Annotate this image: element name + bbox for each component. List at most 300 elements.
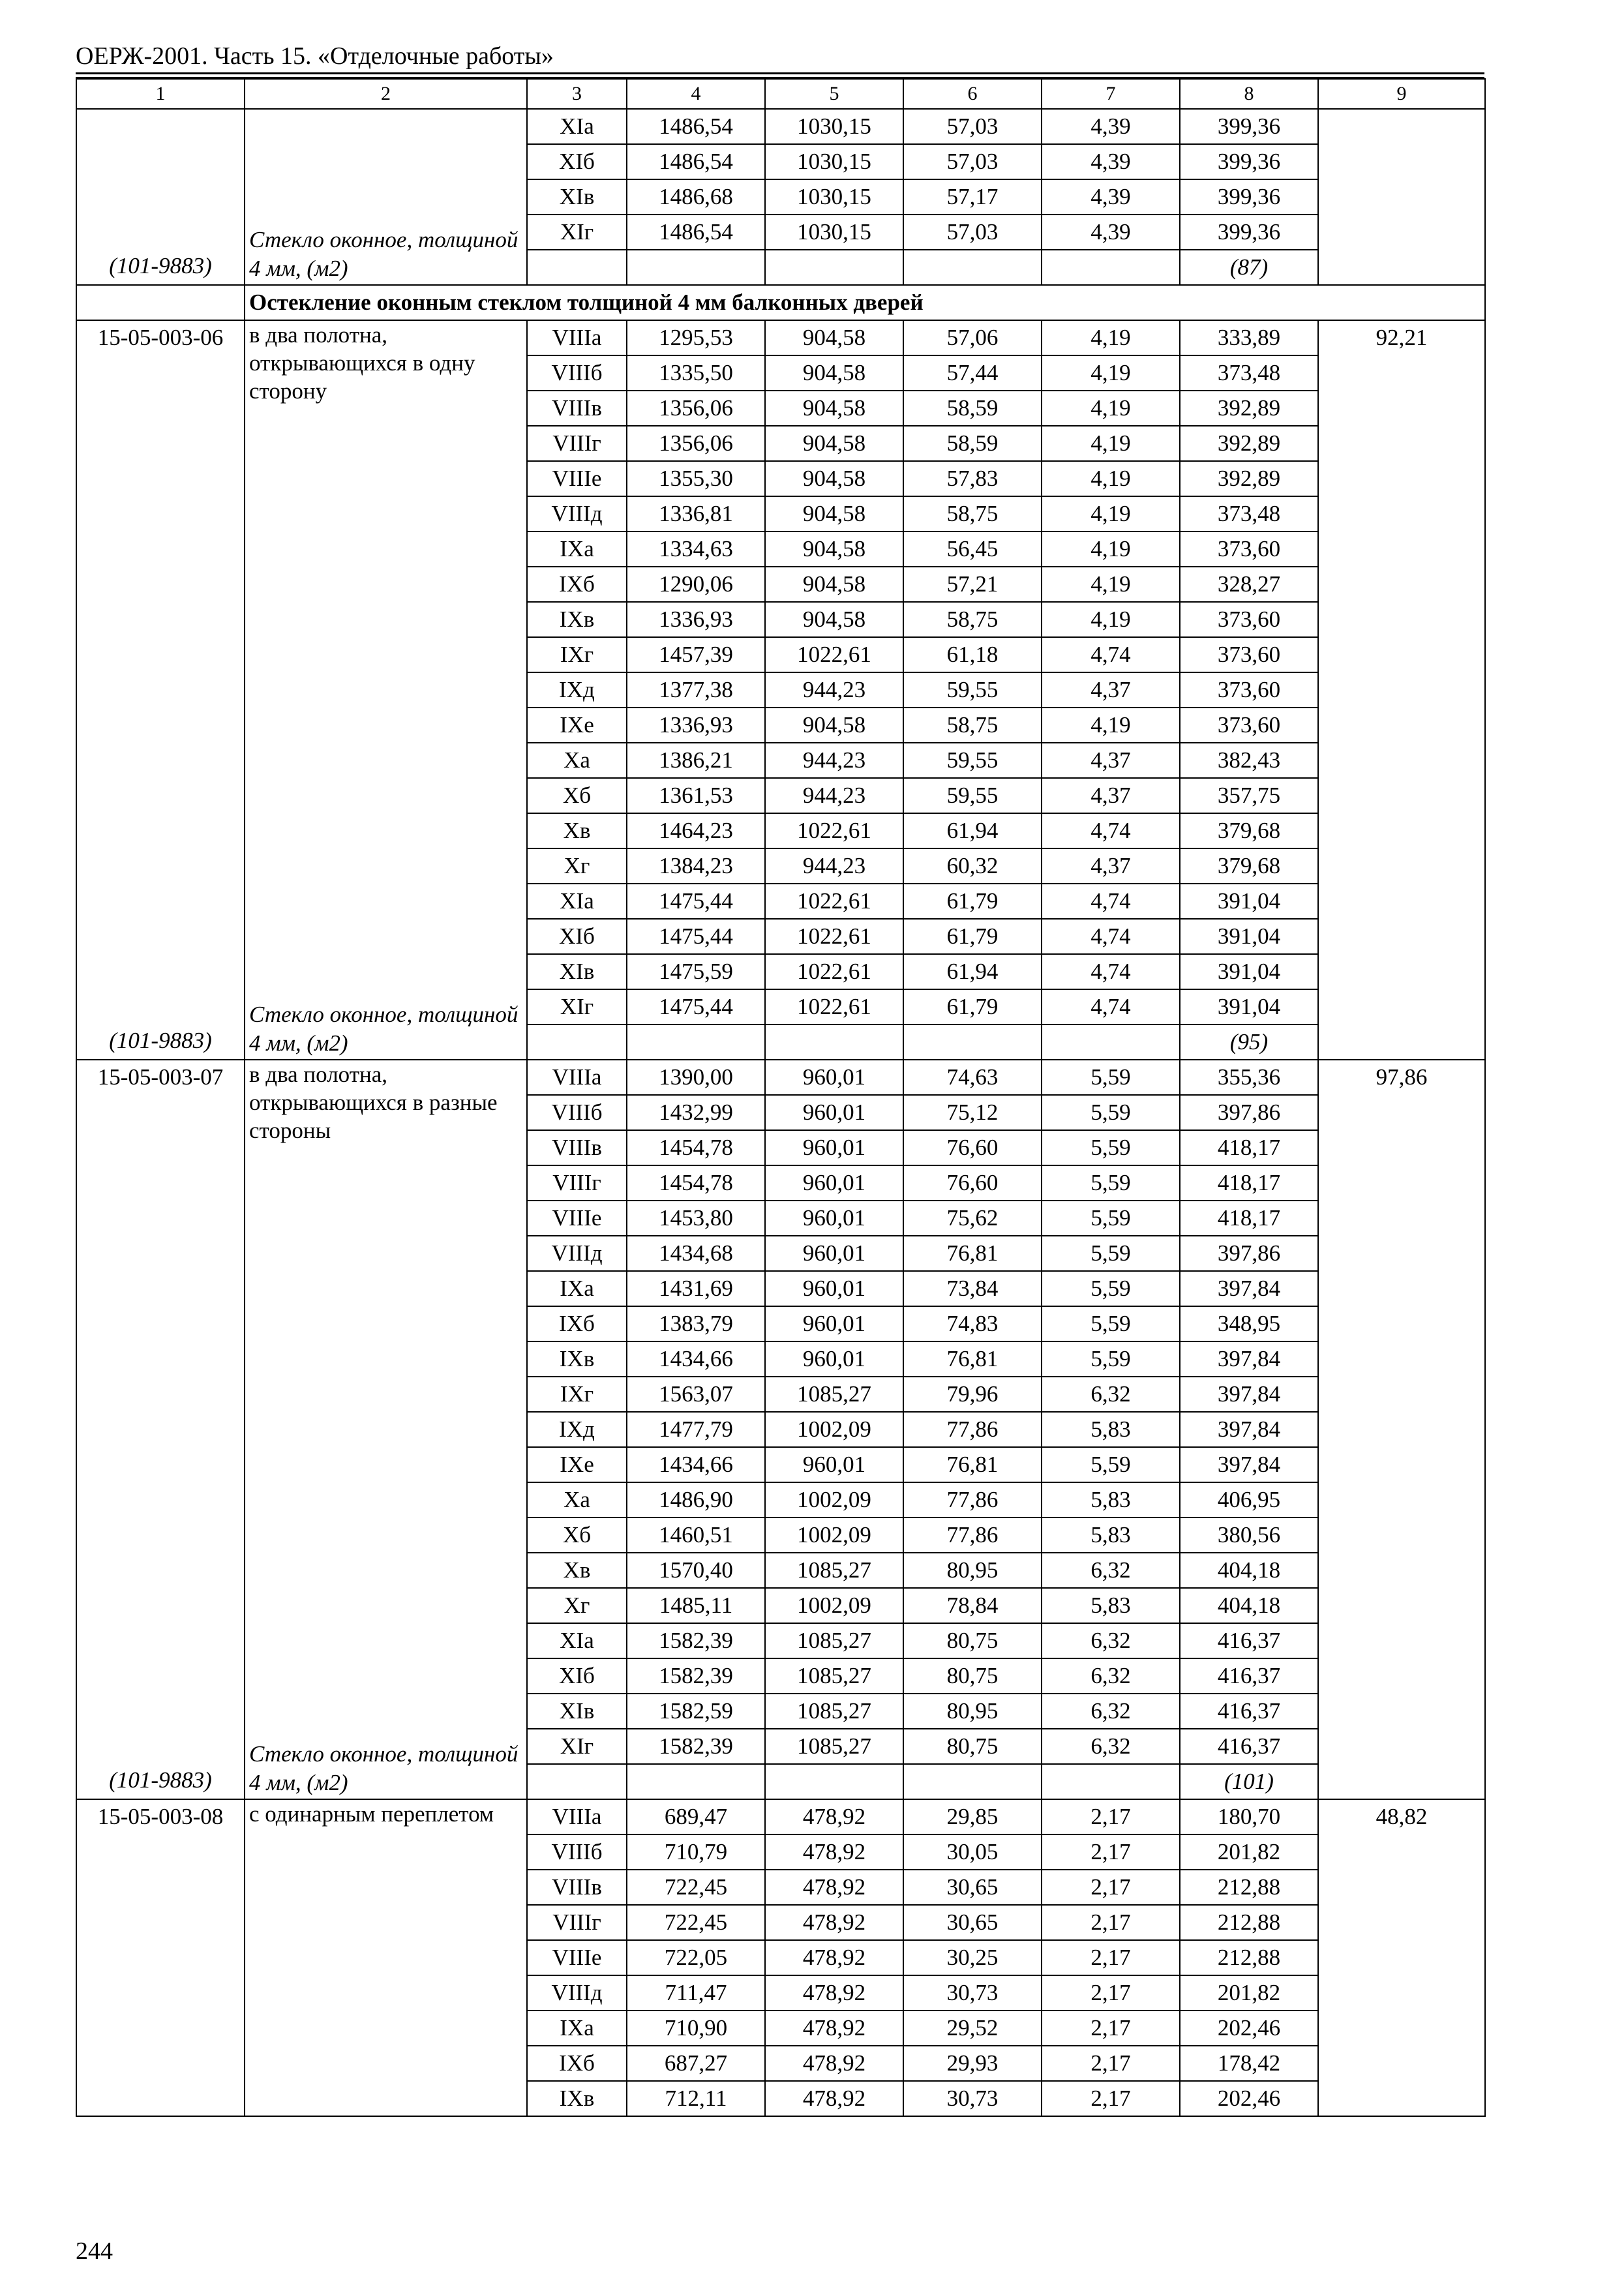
material-code: (101-9883)	[109, 1767, 212, 1793]
materials-cell: 416,37	[1180, 1623, 1318, 1658]
empty-cell	[765, 1764, 903, 1799]
zone-cell: IXе	[527, 708, 627, 743]
materials-cell: 380,56	[1180, 1518, 1318, 1553]
zone-cell: VIIIб	[527, 355, 627, 391]
machines-cell: 61,79	[903, 919, 1042, 954]
zone-cell: VIIIд	[527, 1236, 627, 1271]
materials-cell: 373,60	[1180, 637, 1318, 672]
total-cost-cell: 1336,93	[627, 602, 765, 637]
machines-cell: 29,93	[903, 2046, 1042, 2081]
zone-cell: VIIIд	[527, 496, 627, 531]
total-cost-cell: 1582,59	[627, 1694, 765, 1729]
machines-cell: 57,03	[903, 144, 1042, 179]
machinist-wages-cell: 4,37	[1042, 672, 1180, 708]
materials-cell: 392,89	[1180, 391, 1318, 426]
machines-cell: 30,25	[903, 1940, 1042, 1975]
total-cost-cell: 1295,53	[627, 320, 765, 355]
materials-cell: 392,89	[1180, 426, 1318, 461]
machines-cell: 57,44	[903, 355, 1042, 391]
materials-cell: 397,86	[1180, 1236, 1318, 1271]
name-cell	[245, 320, 527, 1060]
machines-cell: 80,75	[903, 1623, 1042, 1658]
machinist-wages-cell: 6,32	[1042, 1729, 1180, 1764]
zone-cell: IXд	[527, 1412, 627, 1447]
machinist-wages-cell: 4,39	[1042, 215, 1180, 250]
machinist-wages-cell: 5,83	[1042, 1518, 1180, 1553]
wages-cell: 478,92	[765, 1940, 903, 1975]
machinist-wages-cell: 5,59	[1042, 1095, 1180, 1130]
materials-cell: 399,36	[1180, 179, 1318, 215]
materials-cell: 416,37	[1180, 1658, 1318, 1694]
name-cell	[245, 109, 527, 285]
wages-cell: 1030,15	[765, 179, 903, 215]
machinist-wages-cell: 5,59	[1042, 1271, 1180, 1306]
total-cost-cell: 722,45	[627, 1870, 765, 1905]
machines-cell: 57,03	[903, 109, 1042, 144]
table-row	[76, 320, 1485, 355]
wages-cell: 1002,09	[765, 1518, 903, 1553]
machines-cell: 73,84	[903, 1271, 1042, 1306]
materials-cell: 391,04	[1180, 954, 1318, 989]
total-cost-cell: 1335,50	[627, 355, 765, 391]
material-name: Стекло оконное, толщиной 4 мм, (м2)	[249, 227, 519, 281]
zone-cell: IXв	[527, 1341, 627, 1377]
zone-cell: VIIIб	[527, 1095, 627, 1130]
material-qty-value: (95)	[1229, 1029, 1269, 1055]
table-row	[76, 109, 1485, 144]
table-row	[76, 1060, 1485, 1095]
zone-cell: Xа	[527, 1482, 627, 1518]
zone-cell: VIIIе	[527, 461, 627, 496]
machinist-wages-cell: 5,83	[1042, 1412, 1180, 1447]
col9-cell	[1318, 109, 1485, 285]
total-cost-cell: 1464,23	[627, 813, 765, 848]
wages-cell: 478,92	[765, 1905, 903, 1940]
machinist-wages-cell: 4,19	[1042, 355, 1180, 391]
machines-cell: 80,95	[903, 1694, 1042, 1729]
machines-cell: 75,62	[903, 1201, 1042, 1236]
machines-cell: 80,95	[903, 1553, 1042, 1588]
wages-cell: 944,23	[765, 672, 903, 708]
materials-cell: 212,88	[1180, 1905, 1318, 1940]
name-cell	[245, 1799, 527, 2116]
code-cell	[76, 1060, 245, 1799]
zone-cell: IXа	[527, 1271, 627, 1306]
materials-cell: 416,37	[1180, 1729, 1318, 1764]
materials-cell: 391,04	[1180, 884, 1318, 919]
materials-cell: 416,37	[1180, 1694, 1318, 1729]
total-cost-cell: 1356,06	[627, 426, 765, 461]
empty-cell	[903, 1764, 1042, 1799]
total-cost-cell: 1477,79	[627, 1412, 765, 1447]
zone-cell: Xг	[527, 1588, 627, 1623]
empty-cell	[527, 250, 627, 285]
machines-cell: 61,79	[903, 989, 1042, 1025]
zone-cell: XIа	[527, 1623, 627, 1658]
wages-cell: 1022,61	[765, 919, 903, 954]
zone-cell: VIIIа	[527, 1799, 627, 1834]
zone-cell: IXв	[527, 2081, 627, 2116]
machinist-wages-cell: 6,32	[1042, 1377, 1180, 1412]
machines-cell: 74,63	[903, 1060, 1042, 1095]
machines-cell: 58,75	[903, 602, 1042, 637]
total-cost-cell: 710,90	[627, 2011, 765, 2046]
machinist-wages-cell: 2,17	[1042, 1834, 1180, 1870]
zone-cell: XIб	[527, 1658, 627, 1694]
total-cost-cell: 722,45	[627, 1905, 765, 1940]
material-qty	[1180, 1025, 1318, 1060]
wages-cell: 478,92	[765, 2046, 903, 2081]
machinist-wages-cell: 2,17	[1042, 1975, 1180, 2011]
price-table-body	[76, 79, 1485, 2116]
column-number: 1	[76, 79, 245, 109]
wages-cell: 478,92	[765, 1834, 903, 1870]
total-cost-cell: 722,05	[627, 1940, 765, 1975]
zone-cell: VIIIг	[527, 1165, 627, 1201]
empty-cell	[765, 250, 903, 285]
machines-cell: 75,12	[903, 1095, 1042, 1130]
total-cost-cell: 689,47	[627, 1799, 765, 1834]
machinist-wages-cell: 4,19	[1042, 426, 1180, 461]
materials-cell: 379,68	[1180, 848, 1318, 884]
wages-cell: 1085,27	[765, 1377, 903, 1412]
total-cost-cell: 1386,21	[627, 743, 765, 778]
machinist-wages-cell: 5,59	[1042, 1236, 1180, 1271]
machinist-wages-cell: 2,17	[1042, 2011, 1180, 2046]
empty-cell	[1042, 1764, 1180, 1799]
column-number: 8	[1180, 79, 1318, 109]
wages-cell: 1022,61	[765, 813, 903, 848]
materials-cell: 180,70	[1180, 1799, 1318, 1834]
machinist-wages-cell: 2,17	[1042, 1940, 1180, 1975]
materials-cell: 391,04	[1180, 919, 1318, 954]
total-cost-cell: 1390,00	[627, 1060, 765, 1095]
total-cost-cell: 1434,66	[627, 1447, 765, 1482]
machines-cell: 29,52	[903, 2011, 1042, 2046]
machines-cell: 80,75	[903, 1658, 1042, 1694]
materials-cell: 373,48	[1180, 496, 1318, 531]
column-number: 7	[1042, 79, 1180, 109]
wages-cell: 904,58	[765, 496, 903, 531]
materials-cell: 397,86	[1180, 1095, 1318, 1130]
column-number: 4	[627, 79, 765, 109]
machines-cell: 30,73	[903, 1975, 1042, 2011]
machinist-wages-cell: 2,17	[1042, 1870, 1180, 1905]
code-cell	[76, 320, 245, 1060]
machines-cell: 61,18	[903, 637, 1042, 672]
total-cost-cell: 1454,78	[627, 1165, 765, 1201]
total-cost-cell: 1355,30	[627, 461, 765, 496]
total-cost-cell: 1475,59	[627, 954, 765, 989]
machinist-wages-cell: 6,32	[1042, 1658, 1180, 1694]
total-cost-cell: 1361,53	[627, 778, 765, 813]
machinist-wages-cell: 4,19	[1042, 602, 1180, 637]
zone-cell: VIIIв	[527, 1870, 627, 1905]
machinist-wages-cell: 4,74	[1042, 954, 1180, 989]
machines-cell: 76,81	[903, 1236, 1042, 1271]
total-cost-cell: 1434,66	[627, 1341, 765, 1377]
machinist-wages-cell: 4,19	[1042, 461, 1180, 496]
materials-cell: 418,17	[1180, 1130, 1318, 1165]
empty-cell	[527, 1764, 627, 1799]
rate-name: в два полотна, открывающихся в одну сторону	[249, 322, 475, 404]
materials-cell: 391,04	[1180, 989, 1318, 1025]
wages-cell: 478,92	[765, 2011, 903, 2046]
zone-cell: Xв	[527, 1553, 627, 1588]
wages-cell: 904,58	[765, 461, 903, 496]
wages-cell: 904,58	[765, 355, 903, 391]
zone-cell: Xв	[527, 813, 627, 848]
price-table	[76, 78, 1486, 2117]
zone-cell: IXг	[527, 637, 627, 672]
column-number: 5	[765, 79, 903, 109]
wages-cell: 1085,27	[765, 1658, 903, 1694]
machinist-wages-cell: 4,74	[1042, 919, 1180, 954]
machines-cell: 57,06	[903, 320, 1042, 355]
machines-cell: 57,03	[903, 215, 1042, 250]
wages-cell: 1030,15	[765, 109, 903, 144]
materials-cell: 382,43	[1180, 743, 1318, 778]
wages-cell: 904,58	[765, 567, 903, 602]
machinist-wages-cell: 5,59	[1042, 1201, 1180, 1236]
machinist-wages-cell: 2,17	[1042, 1905, 1180, 1940]
material-qty-value: (101)	[1224, 1769, 1274, 1794]
col9-value: 48,82	[1376, 1804, 1428, 1829]
machinist-wages-cell: 2,17	[1042, 2046, 1180, 2081]
wages-cell: 960,01	[765, 1236, 903, 1271]
machines-cell: 30,05	[903, 1834, 1042, 1870]
column-number: 6	[903, 79, 1042, 109]
total-cost-cell: 1486,68	[627, 179, 765, 215]
materials-cell: 202,46	[1180, 2081, 1318, 2116]
wages-cell: 960,01	[765, 1165, 903, 1201]
rate-name: с одинарным переплетом	[249, 1801, 494, 1827]
zone-cell: VIIIг	[527, 1905, 627, 1940]
materials-cell: 355,36	[1180, 1060, 1318, 1095]
machines-cell: 59,55	[903, 778, 1042, 813]
wages-cell: 904,58	[765, 531, 903, 567]
section-spacer-cell	[76, 285, 245, 320]
machines-cell: 58,59	[903, 391, 1042, 426]
machines-cell: 77,86	[903, 1482, 1042, 1518]
machines-cell: 79,96	[903, 1377, 1042, 1412]
machines-cell: 58,75	[903, 708, 1042, 743]
wages-cell: 944,23	[765, 848, 903, 884]
total-cost-cell: 1457,39	[627, 637, 765, 672]
zone-cell: IXд	[527, 672, 627, 708]
total-cost-cell: 1582,39	[627, 1658, 765, 1694]
machines-cell: 76,60	[903, 1165, 1042, 1201]
materials-cell: 373,60	[1180, 531, 1318, 567]
machines-cell: 30,73	[903, 2081, 1042, 2116]
wages-cell: 1085,27	[765, 1623, 903, 1658]
section-row	[76, 285, 1485, 320]
zone-cell: Xб	[527, 778, 627, 813]
zone-cell: IXв	[527, 602, 627, 637]
machines-cell: 61,94	[903, 954, 1042, 989]
zone-cell: XIб	[527, 144, 627, 179]
machines-cell: 60,32	[903, 848, 1042, 884]
machinist-wages-cell: 4,19	[1042, 531, 1180, 567]
total-cost-cell: 1434,68	[627, 1236, 765, 1271]
materials-cell: 404,18	[1180, 1553, 1318, 1588]
materials-cell: 373,60	[1180, 672, 1318, 708]
materials-cell: 373,60	[1180, 708, 1318, 743]
header-rule	[76, 72, 1484, 74]
machinist-wages-cell: 4,74	[1042, 637, 1180, 672]
total-cost-cell: 1485,11	[627, 1588, 765, 1623]
empty-cell	[627, 1764, 765, 1799]
wages-cell: 1002,09	[765, 1588, 903, 1623]
code-cell	[76, 1799, 245, 2116]
total-cost-cell: 1582,39	[627, 1623, 765, 1658]
zone-cell: IXб	[527, 567, 627, 602]
materials-cell: 406,95	[1180, 1482, 1318, 1518]
machinist-wages-cell: 2,17	[1042, 1799, 1180, 1834]
materials-cell: 328,27	[1180, 567, 1318, 602]
machinist-wages-cell: 6,32	[1042, 1694, 1180, 1729]
materials-cell: 201,82	[1180, 1975, 1318, 2011]
materials-cell: 397,84	[1180, 1271, 1318, 1306]
wages-cell: 1022,61	[765, 884, 903, 919]
material-code: (101-9883)	[109, 1028, 212, 1053]
zone-cell: Xг	[527, 848, 627, 884]
material-qty	[1180, 250, 1318, 285]
total-cost-cell: 1563,07	[627, 1377, 765, 1412]
materials-cell: 357,75	[1180, 778, 1318, 813]
total-cost-cell: 1475,44	[627, 919, 765, 954]
machinist-wages-cell: 4,74	[1042, 884, 1180, 919]
materials-cell: 348,95	[1180, 1306, 1318, 1341]
wages-cell: 960,01	[765, 1306, 903, 1341]
machinist-wages-cell: 4,39	[1042, 144, 1180, 179]
materials-cell: 418,17	[1180, 1165, 1318, 1201]
materials-cell: 397,84	[1180, 1447, 1318, 1482]
column-number: 2	[245, 79, 527, 109]
machines-cell: 76,81	[903, 1341, 1042, 1377]
machines-cell: 56,45	[903, 531, 1042, 567]
materials-cell: 397,84	[1180, 1341, 1318, 1377]
zone-cell: VIIIб	[527, 1834, 627, 1870]
machinist-wages-cell: 4,37	[1042, 778, 1180, 813]
machinist-wages-cell: 4,37	[1042, 848, 1180, 884]
machinist-wages-cell: 4,19	[1042, 391, 1180, 426]
materials-cell: 399,36	[1180, 215, 1318, 250]
empty-cell	[1042, 250, 1180, 285]
column-number: 3	[527, 79, 627, 109]
machines-cell: 76,60	[903, 1130, 1042, 1165]
machinist-wages-cell: 6,32	[1042, 1553, 1180, 1588]
material-qty-value: (87)	[1229, 254, 1269, 280]
machines-cell: 30,65	[903, 1905, 1042, 1940]
materials-cell: 333,89	[1180, 320, 1318, 355]
zone-cell: VIIIг	[527, 426, 627, 461]
wages-cell: 478,92	[765, 2081, 903, 2116]
wages-cell: 904,58	[765, 426, 903, 461]
machinist-wages-cell: 4,74	[1042, 813, 1180, 848]
wages-cell: 960,01	[765, 1095, 903, 1130]
total-cost-cell: 1460,51	[627, 1518, 765, 1553]
col9-cell	[1318, 1799, 1485, 2116]
wages-cell: 960,01	[765, 1341, 903, 1377]
machines-cell: 59,55	[903, 743, 1042, 778]
empty-cell	[1042, 1025, 1180, 1060]
materials-cell: 201,82	[1180, 1834, 1318, 1870]
wages-cell: 1085,27	[765, 1729, 903, 1764]
zone-cell: IXа	[527, 2011, 627, 2046]
wages-cell: 478,92	[765, 1975, 903, 2011]
machines-cell: 58,59	[903, 426, 1042, 461]
empty-cell	[903, 250, 1042, 285]
wages-cell: 478,92	[765, 1870, 903, 1905]
materials-cell: 397,84	[1180, 1377, 1318, 1412]
total-cost-cell: 1453,80	[627, 1201, 765, 1236]
zone-cell: VIIIа	[527, 320, 627, 355]
wages-cell: 960,01	[765, 1271, 903, 1306]
material-qty	[1180, 1764, 1318, 1799]
machinist-wages-cell: 4,74	[1042, 989, 1180, 1025]
total-cost-cell: 687,27	[627, 2046, 765, 2081]
materials-cell: 373,48	[1180, 355, 1318, 391]
zone-cell: Xа	[527, 743, 627, 778]
section-title: Остекление оконным стеклом толщиной 4 мм балконных дверей	[245, 285, 1485, 320]
machinist-wages-cell: 5,83	[1042, 1588, 1180, 1623]
zone-cell: IXа	[527, 531, 627, 567]
machinist-wages-cell: 5,83	[1042, 1482, 1180, 1518]
rate-code: 15-05-003-06	[97, 325, 224, 350]
machinist-wages-cell: 4,39	[1042, 179, 1180, 215]
wages-cell: 904,58	[765, 602, 903, 637]
total-cost-cell: 1290,06	[627, 567, 765, 602]
machines-cell: 78,84	[903, 1588, 1042, 1623]
col9-cell	[1318, 320, 1485, 1060]
materials-cell: 418,17	[1180, 1201, 1318, 1236]
page-number: 244	[76, 2237, 113, 2265]
total-cost-cell: 1432,99	[627, 1095, 765, 1130]
code-cell	[76, 109, 245, 285]
total-cost-cell: 1486,54	[627, 109, 765, 144]
zone-cell: IXб	[527, 2046, 627, 2081]
zone-cell: XIв	[527, 1694, 627, 1729]
total-cost-cell: 1356,06	[627, 391, 765, 426]
empty-cell	[903, 1025, 1042, 1060]
machines-cell: 59,55	[903, 672, 1042, 708]
name-cell	[245, 1060, 527, 1799]
material-code: (101-9883)	[109, 253, 212, 278]
zone-cell: IXб	[527, 1306, 627, 1341]
wages-cell: 904,58	[765, 708, 903, 743]
wages-cell: 904,58	[765, 320, 903, 355]
zone-cell: XIв	[527, 954, 627, 989]
machines-cell: 77,86	[903, 1412, 1042, 1447]
column-number: 9	[1318, 79, 1485, 109]
empty-cell	[527, 1025, 627, 1060]
zone-cell: IXе	[527, 1447, 627, 1482]
wages-cell: 904,58	[765, 391, 903, 426]
wages-cell: 1002,09	[765, 1412, 903, 1447]
total-cost-cell: 711,47	[627, 1975, 765, 2011]
total-cost-cell: 1454,78	[627, 1130, 765, 1165]
zone-cell: VIIIд	[527, 1975, 627, 2011]
machinist-wages-cell: 5,59	[1042, 1060, 1180, 1095]
col9-value: 92,21	[1376, 325, 1428, 350]
wages-cell: 1085,27	[765, 1553, 903, 1588]
materials-cell: 397,84	[1180, 1412, 1318, 1447]
wages-cell: 1022,61	[765, 637, 903, 672]
machines-cell: 57,83	[903, 461, 1042, 496]
empty-cell	[765, 1025, 903, 1060]
empty-cell	[627, 1025, 765, 1060]
